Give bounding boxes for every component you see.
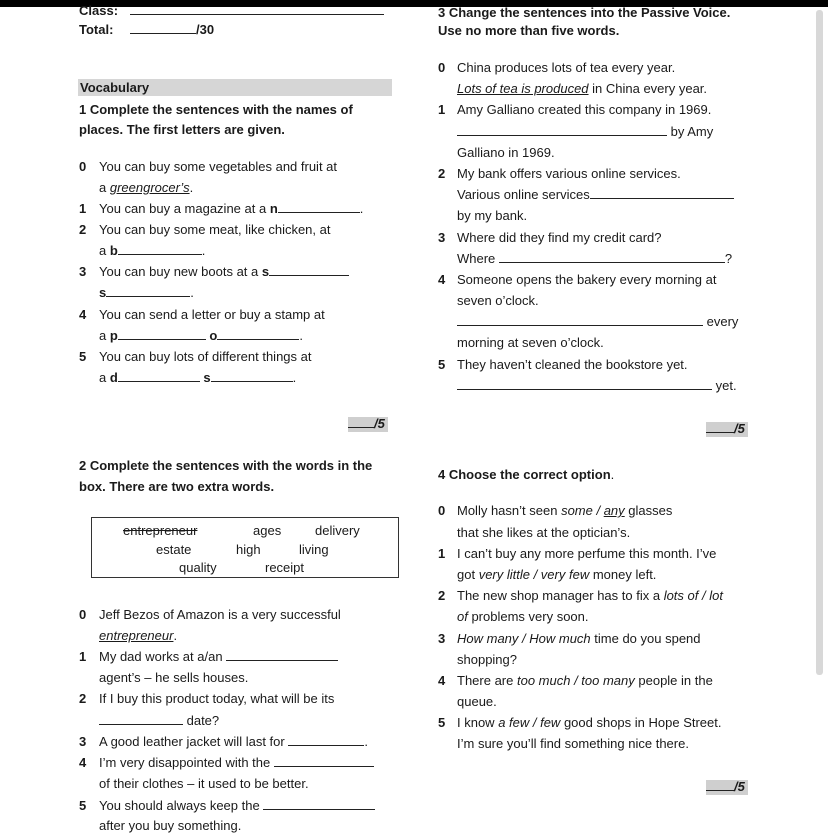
s2-q1-line2: agent’s – he sells houses. — [99, 670, 249, 685]
s4-q5-line2: I’m sure you’ll find something nice there. — [457, 736, 689, 751]
s4-q0-line2: that she likes at the optician’s. — [457, 525, 631, 540]
s3-q3-line1: Where did they find my credit card? — [457, 230, 662, 245]
section1-title-line2: places. The first letters are given. — [79, 122, 285, 137]
s1-q2-line1: You can buy some meat, like chicken, at — [99, 222, 331, 237]
s3-q3-blank — [499, 251, 725, 263]
box-word-estate: estate — [156, 542, 192, 557]
section2-title-line1: 2 Complete the sentences with the words in the — [79, 458, 373, 473]
s1-q3-line2: s . — [99, 285, 194, 300]
s3-q4-blank — [457, 314, 703, 326]
s1-q1-line1: You can buy a magazine at a n . — [99, 201, 364, 216]
section3-title-line1: 3 Change the sentences into the Passive Voice. — [438, 5, 731, 20]
scrollbar[interactable] — [816, 10, 823, 675]
s3-q1-line3: Galliano in 1969. — [457, 145, 555, 160]
s1-q0-line1: You can buy some vegetables and fruit at — [99, 159, 338, 174]
s4-q1-line1: I can’t buy any more perfume this month. I’ve — [457, 546, 717, 561]
s4-q2-num: 2 — [438, 588, 446, 603]
s4-q0-line1: Molly hasn’t seen some / any glasses — [457, 503, 673, 518]
s3-q4-line2: seven o’clock. — [457, 293, 539, 308]
s2-q5-line1: You should always keep the — [99, 798, 375, 814]
s3-q3-num: 3 — [438, 230, 446, 245]
s2-q0-line1: Jeff Bezos of Amazon is a very successful — [99, 607, 341, 622]
s3-q3-line2: Where ? — [457, 251, 733, 266]
s3-q2-line2: Various online services — [457, 187, 734, 203]
s3-q5-num: 5 — [438, 357, 446, 372]
s4-q3-num: 3 — [438, 631, 446, 646]
s1-q3-blank — [269, 264, 349, 276]
s3-q2-line3: by my bank. — [457, 208, 528, 223]
s2-q0-num: 0 — [79, 607, 87, 622]
s3-q4-num: 4 — [438, 272, 446, 287]
box-word-ages: ages — [253, 523, 282, 538]
s1-q2-num: 2 — [79, 222, 87, 237]
s3-q0-line1: China produces lots of tea every year. — [457, 60, 676, 75]
s3-q1-line2: by Amy — [457, 124, 713, 140]
s3-q4-line3: every — [457, 314, 738, 330]
s4-q1-num: 1 — [438, 546, 446, 561]
total-field: /30 — [130, 22, 214, 38]
s3-q2-blank — [590, 187, 734, 199]
class-label: Class: — [79, 3, 119, 18]
s1-q0-answer: greengrocer’s — [109, 180, 190, 195]
s4-score: /5 — [706, 779, 745, 795]
vocabulary-heading: Vocabulary — [80, 80, 150, 95]
s4-q2-line2: of problems very soon. — [457, 609, 589, 624]
s2-q5-blank — [263, 798, 375, 810]
s1-score: /5 — [348, 416, 385, 432]
s3-q2-line1: My bank offers various online services. — [457, 166, 681, 181]
box-word-high: high — [236, 542, 261, 557]
s2-q2-blank — [99, 713, 183, 725]
s1-q3-line1: You can buy new boots at a s — [99, 264, 349, 280]
box-word-entrepreneur: entrepreneur — [123, 523, 198, 538]
s4-q5-num: 5 — [438, 715, 446, 730]
s4-q1-line2: got very little / very few money left. — [457, 567, 657, 582]
s3-q4-line1: Someone opens the bakery every morning at — [457, 272, 717, 287]
section2-title-line2: box. There are two extra words. — [79, 479, 275, 494]
s1-q1-blank — [278, 201, 360, 213]
s2-q1-blank — [226, 649, 338, 661]
s3-q5-line1: They haven’t cleaned the bookstore yet. — [457, 357, 688, 372]
s1-q3-num: 3 — [79, 264, 87, 279]
s4-q4-num: 4 — [438, 673, 446, 688]
s2-q4-line2: of their clothes – it used to be better. — [99, 776, 309, 791]
s3-q5-blank — [457, 378, 712, 390]
s2-q0-line2: entrepreneur. — [99, 628, 178, 643]
s4-q4-line2: queue. — [457, 694, 497, 709]
s3-q0-num: 0 — [438, 60, 446, 75]
s3-score: /5 — [706, 421, 745, 437]
s3-q1-line1: Amy Galliano created this company in 1969. — [457, 102, 712, 117]
box-word-delivery: delivery — [315, 523, 360, 538]
section3-title-line2: Use no more than five words. — [438, 23, 620, 38]
s4-q3-line1: How many / How much time do you spend — [457, 631, 701, 646]
s4-q2-line1: The new shop manager has to fix a lots of / lot — [457, 588, 723, 603]
s3-q1-blank — [457, 124, 667, 136]
s2-q3-blank — [288, 734, 364, 746]
s1-q5-line1: You can buy lots of different things at — [99, 349, 312, 364]
box-word-quality: quality — [179, 560, 217, 575]
s1-q4-line1: You can send a letter or buy a stamp at — [99, 307, 325, 322]
s1-q0-num: 0 — [79, 159, 87, 174]
s2-q2-num: 2 — [79, 691, 87, 706]
total-label: Total: — [79, 22, 114, 37]
s2-q2-line1: If I buy this product today, what will be its — [99, 691, 335, 706]
box-word-living: living — [299, 542, 329, 557]
s2-q4-num: 4 — [79, 755, 87, 770]
s1-q5-line2: a d s . — [99, 370, 297, 385]
s1-q4-line2: a p o . — [99, 328, 303, 343]
s1-q4-num: 4 — [79, 307, 87, 322]
s3-q1-num: 1 — [438, 102, 446, 117]
s2-q4-blank — [274, 755, 374, 767]
s2-q5-num: 5 — [79, 798, 87, 813]
s2-q1-num: 1 — [79, 649, 87, 664]
s2-q3-num: 3 — [79, 734, 87, 749]
s1-q2-blank — [118, 243, 202, 255]
s2-q1-line1: My dad works at a/an — [99, 649, 338, 665]
s1-q0-line2: a greengrocer’s. — [99, 180, 194, 195]
s1-q2-line2: a b . — [99, 243, 206, 258]
s2-q2-line2: date? — [99, 713, 219, 729]
s1-q1-num: 1 — [79, 201, 87, 216]
s4-q4-line1: There are too much / too many people in the — [457, 673, 713, 688]
s3-q2-num: 2 — [438, 166, 446, 181]
s4-q3-line2: shopping? — [457, 652, 517, 667]
section4-title: 4 Choose the correct option. — [438, 467, 615, 482]
s3-q4-line4: morning at seven o’clock. — [457, 335, 604, 350]
s3-q0-answer: Lots of tea is produced — [457, 81, 589, 96]
s4-q5-line1: I know a few / few good shops in Hope Street. — [457, 715, 722, 730]
s4-q0-answer: any — [603, 503, 625, 518]
s2-q4-line1: I’m very disappointed with the — [99, 755, 374, 771]
s4-q0-num: 0 — [438, 503, 446, 518]
section1-title-line1: 1 Complete the sentences with the names of — [79, 102, 353, 117]
s2-q3-line1: A good leather jacket will last for . — [99, 734, 368, 749]
class-blank — [130, 3, 384, 19]
s3-q0-line2: Lots of tea is produced in China every year. — [457, 81, 708, 96]
s2-q0-answer: entrepreneur — [99, 628, 174, 643]
s2-q5-line2: after you buy something. — [99, 818, 242, 833]
s3-q5-line2: yet. — [457, 378, 737, 394]
s1-q5-num: 5 — [79, 349, 87, 364]
box-word-receipt: receipt — [265, 560, 305, 575]
